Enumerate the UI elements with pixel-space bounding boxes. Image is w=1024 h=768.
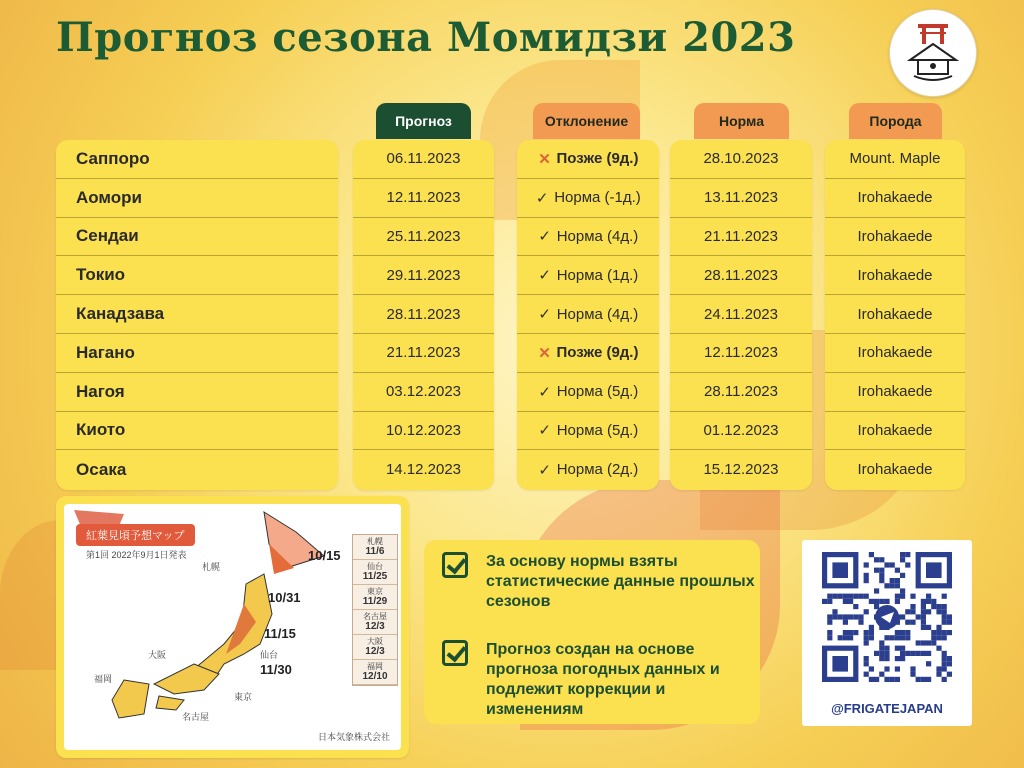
legend-date: 12/3 (365, 646, 385, 657)
city-name: Осака (76, 459, 127, 479)
forecast-date: 10.12.2023 (353, 412, 494, 451)
page-title: Прогноз сезона Момидзи 2023 (56, 14, 796, 61)
legend-city: 名古屋 (363, 612, 387, 621)
cross-icon: ✕ (538, 150, 551, 168)
forecast-date: 14.12.2023 (385, 461, 462, 479)
check-icon: ✓ (538, 228, 551, 246)
norm-date: 21.11.2023 (670, 218, 812, 257)
map-date-label: 11/15 (264, 626, 296, 641)
breed-name: Irohakaede (825, 295, 965, 334)
deviation-cell (517, 295, 659, 334)
deviation-cell (517, 412, 659, 451)
forecast-date: 28.11.2023 (353, 295, 494, 334)
checkbox-icon (442, 640, 468, 666)
map-title: 紅葉見頃予想マップ (76, 524, 195, 546)
map-footer: 日本気象株式会社 (318, 732, 391, 742)
breed-name: Irohakaede (825, 218, 965, 257)
city-name: Аомори (56, 179, 338, 218)
note-item (442, 552, 756, 612)
map-date-label: 10/31 (268, 590, 301, 605)
legend-item (353, 560, 397, 585)
city-name: Киото (56, 412, 338, 451)
map-city-label: 札幌 (202, 562, 221, 572)
checkbox-icon (442, 552, 468, 578)
breed-name: Irohakaede (825, 412, 965, 451)
norm-date: 28.11.2023 (670, 256, 812, 295)
legend-date: 12/3 (365, 621, 385, 632)
deviation-cell (517, 450, 659, 489)
legend-item (353, 660, 397, 685)
forecast-date: 29.11.2023 (353, 256, 494, 295)
deviation-text: Норма (4д.) (556, 227, 639, 245)
note-text: За основу нормы взяты статистические данные прошлых сезонов (486, 553, 755, 610)
forecast-date: 06.11.2023 (353, 140, 494, 179)
breed-name: Mount. Maple (825, 140, 965, 179)
brand-logo (889, 9, 977, 97)
city-name: Канадзава (56, 295, 338, 334)
notes-panel (424, 540, 760, 724)
note-item (442, 640, 756, 720)
deviation-text: Норма (1д.) (556, 266, 639, 284)
header-breed: Порода (849, 103, 942, 139)
deviation-column (517, 140, 659, 490)
norm-date: 15.12.2023 (703, 461, 779, 479)
map-city-label: 福岡 (94, 674, 113, 684)
check-icon: ✓ (535, 189, 549, 207)
check-icon: ✓ (538, 461, 551, 479)
city-name: Токио (56, 256, 338, 295)
map-date-label: 10/15 (308, 548, 341, 563)
legend-city: 仙台 (367, 562, 383, 571)
breed-name: Irohakaede (857, 461, 933, 479)
check-icon: ✓ (538, 306, 551, 324)
cross-icon: ✕ (538, 344, 551, 362)
legend-item (353, 610, 397, 635)
deviation-cell (517, 179, 659, 218)
legend-city: 福岡 (367, 662, 383, 671)
norm-date: 13.11.2023 (670, 179, 812, 218)
momiji-map (56, 496, 409, 758)
legend-date: 11/6 (365, 546, 385, 557)
map-date-label: 11/30 (260, 662, 292, 677)
deviation-cell (517, 256, 659, 295)
qr-card[interactable] (802, 540, 972, 726)
deviation-text: Норма (5д.) (556, 383, 639, 401)
deviation-cell (517, 140, 659, 179)
city-name: Сендаи (56, 218, 338, 257)
breed-name: Irohakaede (825, 179, 965, 218)
qr-handle[interactable]: @FRIGATEJAPAN (831, 701, 943, 716)
qr-code-icon (822, 552, 952, 682)
map-city-label: 大阪 (148, 650, 167, 660)
deviation-text: Норма (-1д.) (554, 189, 641, 207)
legend-date: 11/25 (362, 571, 388, 582)
legend-date: 11/29 (362, 596, 388, 607)
map-legend (352, 534, 398, 686)
legend-item (353, 585, 397, 610)
norm-date: 24.11.2023 (670, 295, 812, 334)
legend-city: 大阪 (367, 637, 383, 646)
header-norm: Норма (694, 103, 789, 139)
city-name: Саппоро (56, 140, 338, 179)
norm-date: 12.11.2023 (670, 334, 812, 373)
breed-name: Irohakaede (825, 334, 965, 373)
legend-city: 東京 (367, 587, 383, 596)
deviation-text: Норма (5д.) (556, 421, 639, 439)
header-forecast: Прогноз (376, 103, 471, 139)
breed-column (825, 140, 965, 490)
forecast-date: 25.11.2023 (353, 218, 494, 257)
city-name: Нагано (56, 334, 338, 373)
forecast-date: 03.12.2023 (353, 373, 494, 412)
deviation-cell (517, 334, 659, 373)
forecast-date: 12.11.2023 (353, 179, 494, 218)
map-city-label: 仙台 (260, 650, 279, 660)
note-text: Прогноз создан на основе прогноза погодных данных и подлежит коррекции и изменениям (486, 641, 720, 718)
map-city-label: 東京 (234, 692, 253, 702)
breed-name: Irohakaede (825, 373, 965, 412)
deviation-cell (517, 373, 659, 412)
norm-date: 01.12.2023 (670, 412, 812, 451)
map-city-label: 名古屋 (182, 712, 210, 722)
header-deviation: Отклонение (533, 103, 640, 139)
forecast-date: 21.11.2023 (353, 334, 494, 373)
deviation-text: Норма (4д.) (556, 305, 639, 323)
city-column (56, 140, 338, 490)
forecast-column (353, 140, 494, 490)
deviation-cell (517, 218, 659, 257)
legend-item (353, 535, 397, 560)
deviation-text: Позже (9д.) (556, 344, 639, 362)
legend-date: 12/10 (362, 671, 388, 682)
check-icon: ✓ (538, 267, 551, 285)
norm-column (670, 140, 812, 490)
city-name: Нагоя (56, 373, 338, 412)
norm-date: 28.11.2023 (670, 373, 812, 412)
check-icon: ✓ (538, 422, 551, 440)
legend-city: 札幌 (367, 537, 383, 546)
breed-name: Irohakaede (825, 256, 965, 295)
norm-date: 28.10.2023 (670, 140, 812, 179)
map-subtitle: 第1回 2022年9月1日発表 (86, 550, 187, 560)
deviation-text: Норма (2д.) (556, 461, 639, 479)
check-icon: ✓ (538, 383, 551, 401)
deviation-text: Позже (9д.) (556, 150, 639, 168)
legend-item (353, 635, 397, 660)
